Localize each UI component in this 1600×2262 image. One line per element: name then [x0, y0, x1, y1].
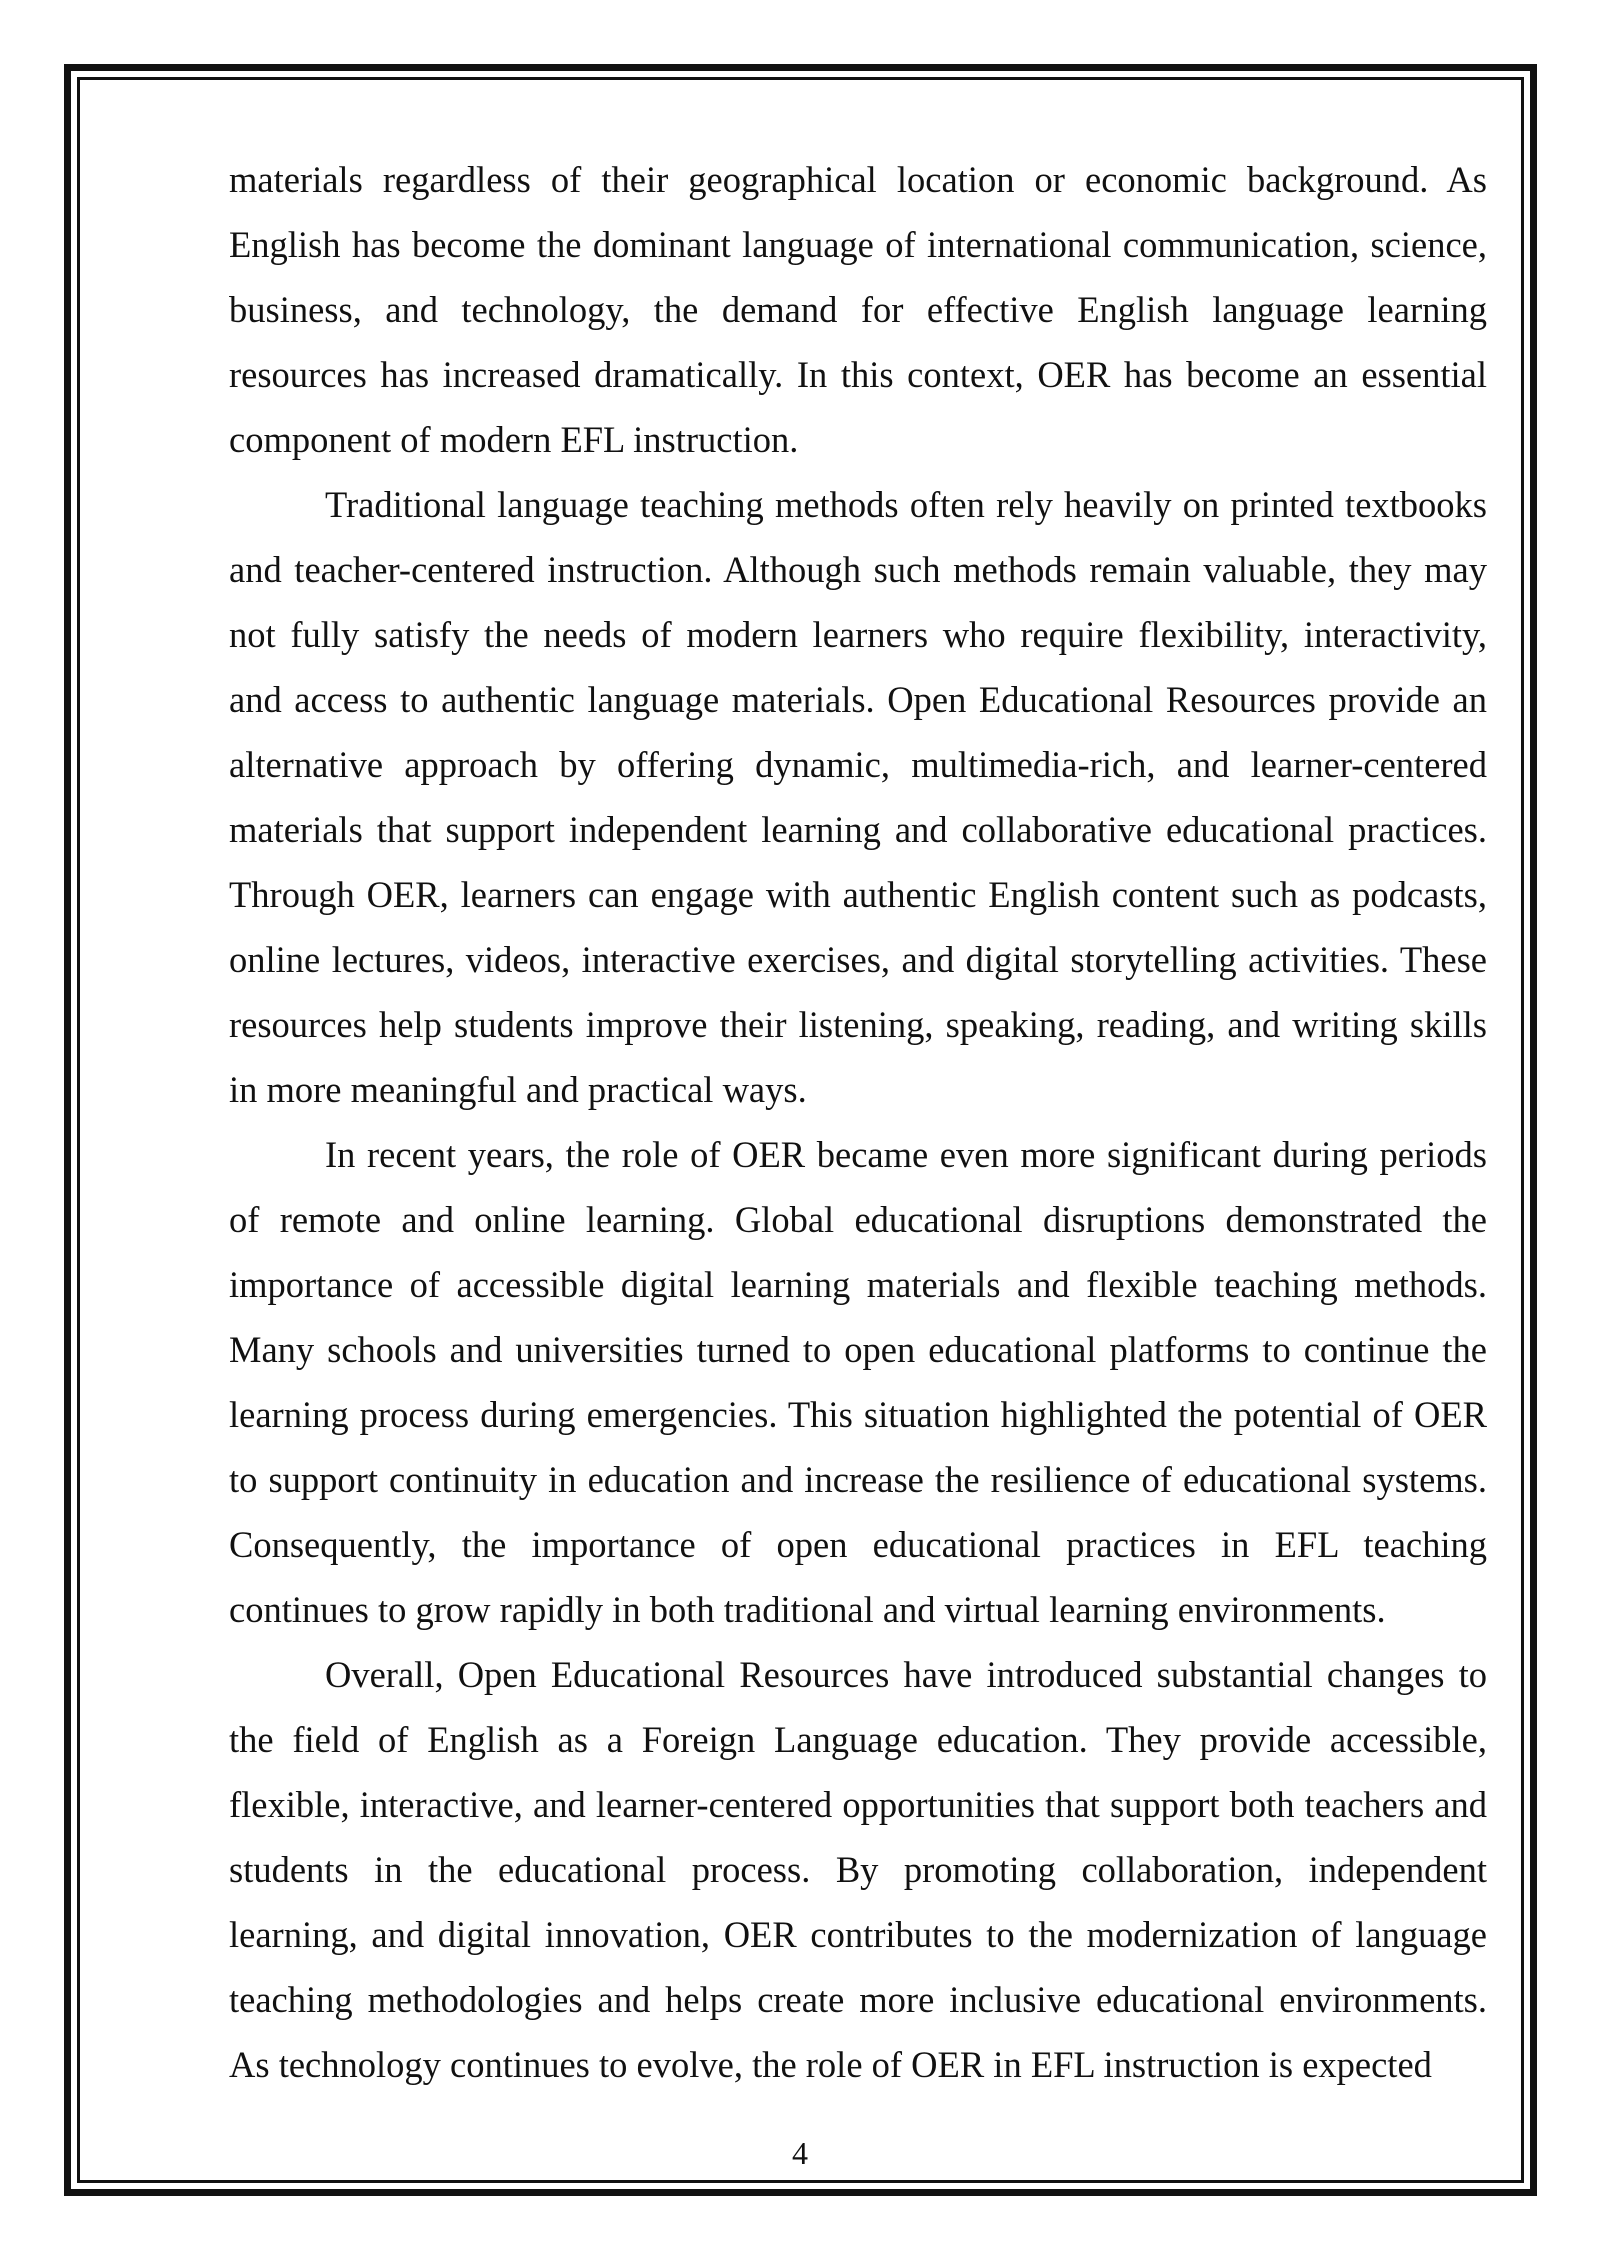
paragraph-overall: Overall, Open Educational Resources have introduced substantial changes to the field of English as a Foreign Language education. They provide accessible, flexible, interactive, and learner-centered opportunities that support both teachers and students in the educational process. By promoting collaboration, independent learning, and digital innovation, OER contributes to the modernization of language teaching methodologies and helps create more inclusive educational environments. As technology continues to evolve, the role of OER in EFL instruction is expected — [229, 1654, 1487, 2085]
page-number: 4 — [792, 2135, 808, 2171]
paragraph-traditional-methods: Traditional language teaching methods often rely heavily on printed textbooks and teacher-centered instruction. Although such methods remain valuable, they may not fully satisfy the needs of modern learners who require flexibility, interactivity, and access to authentic language materials. Open Educational Resources provide an alternative approach by offering dynamic, multimedia-rich, and learner-centered materials that support independent learning and collaborative educational practices. Through OER, learners can engage with authentic English content such as podcasts, online lectures, videos, interactive exercises, and digital storytelling activities. These resources help students improve their listening, speaking, reading, and writing skills in more meaningful and practical ways. — [229, 484, 1487, 1110]
paragraph-continuation: materials regardless of their geographical location or economic background. As English has become the dominant language of international communication, science, business, and technology, the demand for effective English language learning resources has increased dramatically. In this context, OER has become an essential component of modern EFL instruction. — [229, 159, 1487, 460]
body-text — [229, 147, 1487, 2097]
paragraph-remote-learning: In recent years, the role of OER became even more significant during periods of remote and online learning. Global educational disruptions demonstrated the importance of accessible digital learning materials and flexible teaching methods. Many schools and universities turned to open educational platforms to continue the learning process during emergencies. This situation highlighted the potential of OER to support continuity in education and increase the resilience of educational systems. Consequently, the importance of open educational practices in EFL teaching continues to grow rapidly in both traditional and virtual learning environments. — [229, 1134, 1487, 1630]
